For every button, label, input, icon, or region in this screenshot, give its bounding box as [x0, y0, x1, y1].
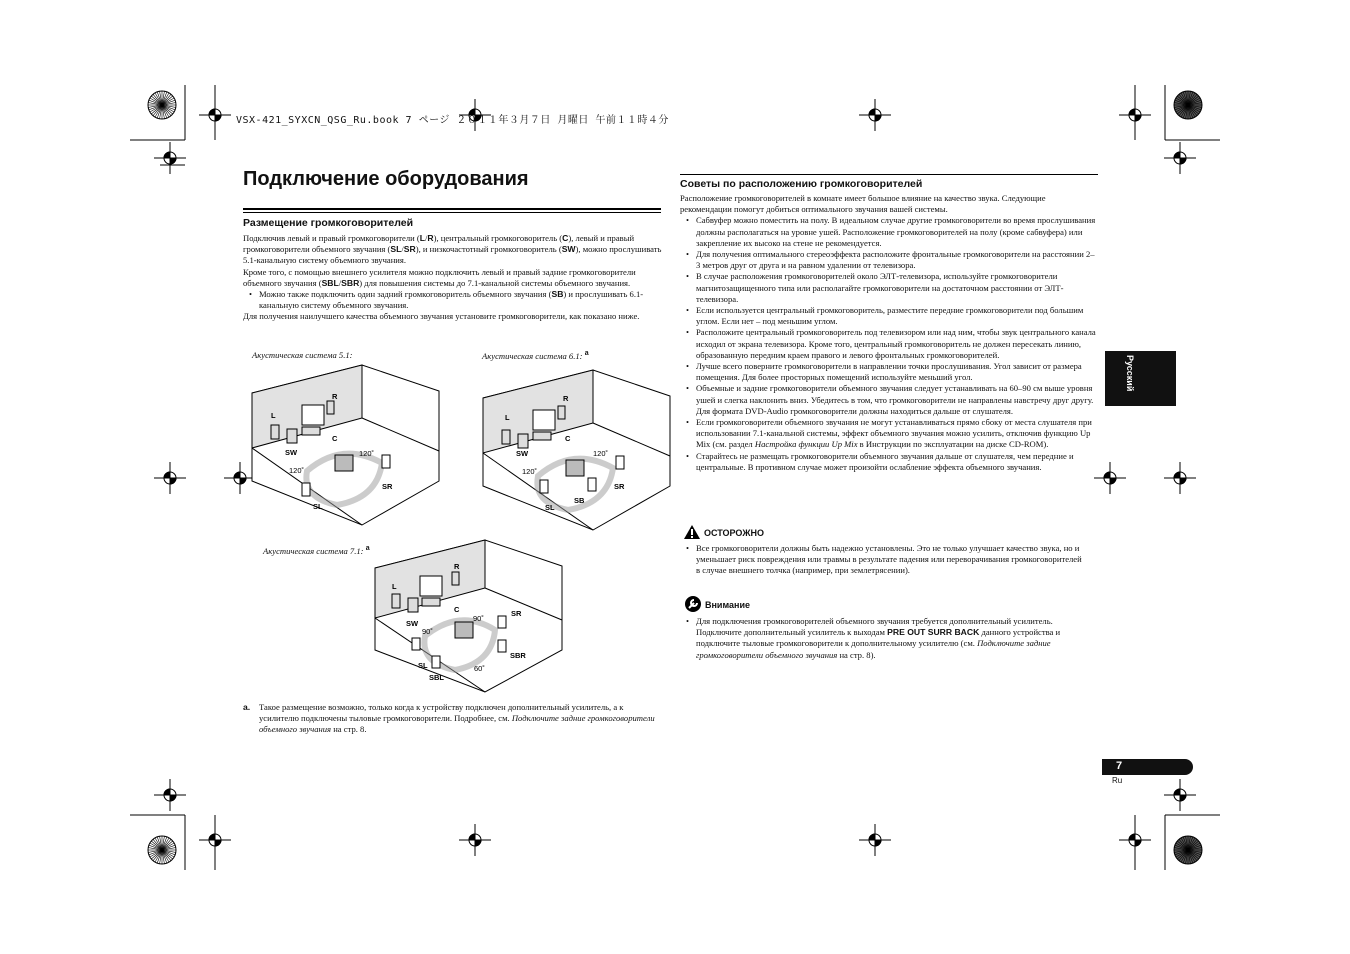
note-mark: a	[584, 350, 589, 357]
label-angle: 120˚	[522, 467, 538, 476]
crosshair-mark	[1164, 779, 1196, 811]
diagram-6-1	[478, 368, 678, 540]
label-l: L	[392, 582, 397, 591]
bullet-list-sb	[243, 289, 663, 311]
registration-sunburst	[1174, 91, 1202, 119]
label-sbl: SBL	[429, 673, 444, 682]
caution-body	[680, 543, 1085, 577]
caution-heading: ОСТОРОЖНО	[684, 523, 764, 541]
footnote: a. Такое размещение возможно, только когда к устройству подключен дополнительный усилитель, а к усилителю подключены тыловые громкоговорители. Подробнее, см. Подключите задние громкоговорители объемного звучания на стр. 8.	[243, 702, 655, 735]
label-c: C	[332, 434, 338, 443]
note-body	[680, 616, 1085, 661]
crosshair-mark	[1119, 99, 1151, 131]
label-angle: 120˚	[359, 449, 375, 458]
label-sbr: SBR	[510, 651, 526, 660]
section-title-placement: Размещение громкоговорителей	[243, 217, 414, 229]
crosshair-mark	[154, 142, 186, 174]
registration-sunburst	[148, 836, 176, 864]
label-sr: SR	[511, 609, 522, 618]
list-item: • Если используется центральный громкоговоритель, разместите передние громкоговорители под большим углом. Если нет – под меньшим углом.	[696, 305, 1098, 327]
label-r: R	[332, 392, 338, 401]
para-connect: Подключив левый и правый громкоговорители (L/R), центральный громкоговоритель (C), левый и правый громкоговорители объемного звучания (SL/SR), и низкочастотный громкоговоритель (SW), можно прослушивать 5.1-канальную систему объемного звучания.	[243, 233, 662, 266]
crosshair-mark	[1164, 462, 1196, 494]
crosshair-mark	[1164, 142, 1196, 174]
label-sw: SW	[516, 449, 529, 458]
note-heading: Внимание	[685, 595, 750, 613]
label-sl: SL	[545, 503, 555, 512]
list-item: • Если громкоговорители объемного звучания не могут устанавливаться прямо сбоку от места слушателя при использовании 7.1-канальной системы, эффект объемного звучания можно усилить, отключив функцию Up Mix (см. раздел Настройка функции Up Mix в Инструкции по эксплуатации на диске CD-ROM).	[696, 417, 1098, 451]
label-angle: 120˚	[593, 449, 609, 458]
note-mark: a	[365, 545, 370, 552]
wrench-note-icon	[685, 596, 701, 612]
para-intro: Расположение громкоговорителей в комнате имеет большое влияние на качество звука. Следующие рекомендации помогут добиться оптимального звучания вашей системы.	[680, 193, 1046, 215]
crosshair-mark	[199, 99, 231, 131]
crosshair-mark	[859, 824, 891, 856]
crosshair-mark	[154, 462, 186, 494]
page-number: 7	[1116, 760, 1123, 772]
registration-sunburst	[148, 91, 176, 119]
page-number-box	[1102, 759, 1193, 775]
caption-6-1: Акустическая система 6.1: $^a$	[482, 350, 589, 361]
caption-5-1: Акустическая система 5.1:	[252, 350, 353, 360]
para-amplifier: Кроме того, с помощью внешнего усилителя можно подключить левый и правый задние громкоговорители объемного звучания (SBL/SBR) для повышения системы до 7.1-канальной системы объемного звучания.	[243, 266, 636, 288]
list-item: • Можно также подключить один задний громкоговоритель объемного звучания (SB) и прослушивать 6.1-канальную систему объемного звучания.	[259, 289, 663, 311]
crosshair-mark	[199, 824, 231, 856]
list-item: • Все громкоговорители должны быть надежно установлены. Это не только улучшает качество звука, но и уменьшает риск повреждения или травмы в результате падения или переворачивания громкоговорителей в случае внешнего толчка (например, при землетрясении).	[696, 543, 1085, 577]
crosshair-mark	[1119, 824, 1151, 856]
label-sb: SB	[574, 496, 585, 505]
list-item: • Для получения оптимального стереоэффекта расположите фронтальные громкоговорители на расстоянии 2–3 метров друг от друга и на равном удалении от телевизора.	[696, 249, 1098, 271]
label-angle: 120˚	[289, 466, 305, 475]
label-l: L	[271, 411, 276, 420]
caption-7-1: Акустическая система 7.1: $^a$	[263, 545, 370, 556]
label-angle: 90˚	[473, 614, 484, 623]
crosshair-mark	[1094, 462, 1126, 494]
label-r: R	[454, 562, 460, 571]
warning-icon	[684, 525, 700, 539]
language-code: Ru	[1112, 776, 1123, 785]
crosshair-mark	[154, 779, 186, 811]
file-header: VSX-421_SYXCN_QSG_Ru.book 7 ページ ２０１１年３月７日 月曜日 午前１１時４分	[236, 115, 669, 126]
diagram-7-1	[370, 538, 570, 698]
left-body	[243, 233, 663, 323]
label-sw: SW	[285, 448, 298, 457]
page-title: Подключение оборудования	[243, 168, 529, 190]
upmix-link[interactable]: Настройка функции Up Mix	[754, 439, 858, 450]
label-r: R	[563, 394, 569, 403]
crosshair-mark	[459, 824, 491, 856]
list-item: • Сабвуфер можно поместить на полу. В идеальном случае другие громкоговорители во время прослушивания должны располагаться на уровне ушей. Расположение громкоговорителей на полу (кроме сабвуфера) или закрепление их высоко на стене не рекомендуется.	[696, 215, 1098, 249]
language-tab: Русский	[1105, 351, 1176, 406]
label-sr: SR	[614, 482, 625, 491]
right-body	[680, 193, 1098, 473]
list-item: • Для подключения громкоговорителей объемного звучания требуется дополнительный усилитель. Подключите дополнительный усилитель к выходам PRE OUT SURR BACK данного устройства и подключите тыловые громкоговорители к дополнительному усилителю (см. Подключите задние громкоговорители объемного звучания на стр. 8).	[696, 616, 1085, 661]
list-item: • Лучше всего поверните громкоговорители в направлении точки прослушивания. Угол зависит от размера помещения. Для более просторных помещений используйте меньший угол.	[696, 361, 1098, 383]
right-top-rule	[680, 174, 1098, 175]
registration-sunburst	[1174, 836, 1202, 864]
rear-speakers-link[interactable]: Подключите задние громкоговорители объемного звучания	[696, 638, 1051, 660]
title-rule-thin	[243, 212, 661, 213]
label-sl: SL	[418, 661, 428, 670]
label-c: C	[454, 605, 460, 614]
list-item: • Расположите центральный громкоговоритель под телевизором или над ним, чтобы звук центрального канала исходил от экрана телевизора. Кроме того, центральный громкоговоритель не должен пересекать линию, образованную передним краем правого и левого фронтальных громкоговорителей.	[696, 327, 1098, 361]
list-item: • Старайтесь не размещать громкоговорители объемного звучания дальше от слушателя, чем передние и центральные. В противном случае может произойти ослабление эффекта объемного звучания.	[696, 451, 1098, 473]
tips-list	[680, 215, 1098, 473]
label-angle: 90˚	[422, 627, 433, 636]
label-sw: SW	[406, 619, 419, 628]
para-best-quality: Для получения наилучшего качества объемного звучания установите громкоговорители, как показано ниже.	[243, 311, 640, 322]
list-item: • В случае расположения громкоговорителей около ЭЛТ-телевизора, используйте громкоговорители магнитозащищенного типа или располагайте громкоговорители на достаточном расстоянии от ЭЛТ-телевизора.	[696, 271, 1098, 305]
footnote-label: a.	[243, 702, 251, 712]
diagram-5-1	[247, 363, 447, 535]
label-angle: 60˚	[474, 664, 485, 673]
label-sr: SR	[382, 482, 393, 491]
label-c: C	[565, 434, 571, 443]
crosshair-mark	[859, 99, 891, 131]
title-rule	[243, 208, 661, 210]
label-sl: SL	[313, 502, 323, 511]
footnote-link[interactable]: Подключите задние громкоговорители объемного звучания	[259, 713, 655, 735]
section-title-tips: Советы по расположению громкоговорителей	[680, 178, 923, 190]
label-l: L	[505, 413, 510, 422]
list-item: • Объемные и задние громкоговорители объемного звучания следует устанавливать на 60–90 см выше уровня ушей и слегка наклонить вниз. Убедитесь в том, что громкоговорители не направлены навстречу друг другу. Для формата DVD-Audio громкоговорители должны находиться дальше от слушателя.	[696, 383, 1098, 417]
